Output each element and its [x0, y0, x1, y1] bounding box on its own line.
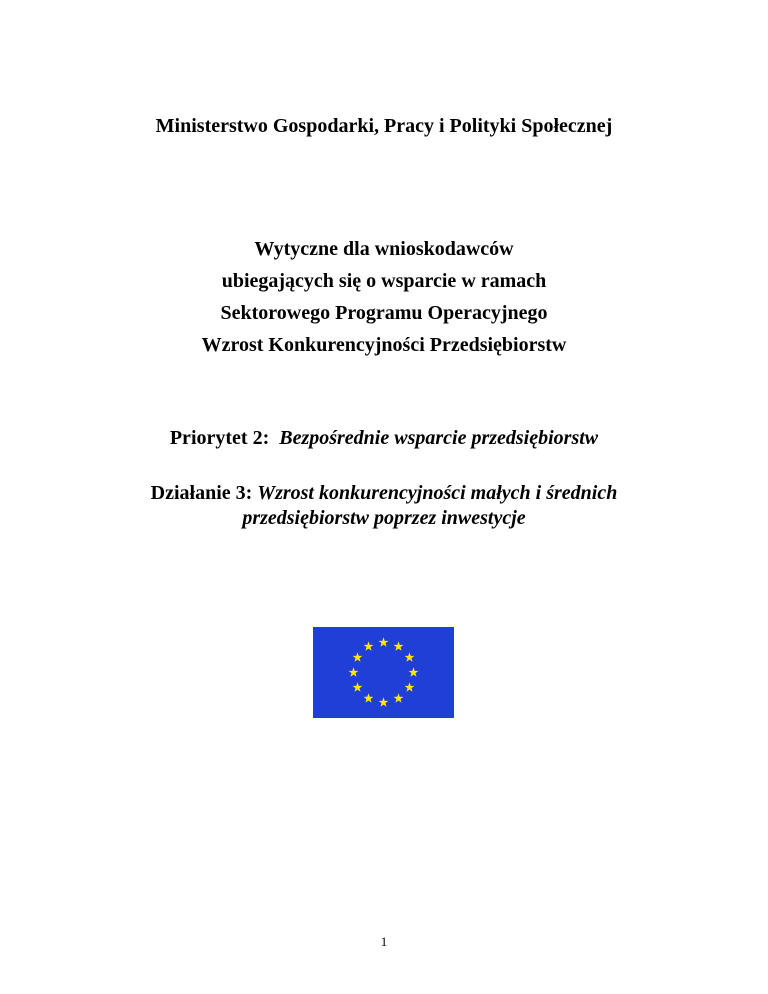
title-line-2: ubiegających się o wsparcie w ramach — [221, 270, 547, 292]
priority-text: Bezpośrednie wsparcie przedsiębiorstw — [279, 427, 599, 449]
action-label: Działanie 3: — [150, 482, 253, 504]
title-line-3: Sektorowego Programu Operacyjnego — [220, 302, 548, 324]
action-text-line-2: przedsiębiorstw poprzez inwestycje — [242, 507, 526, 529]
eu-flag-icon — [313, 627, 454, 718]
priority-label: Priorytet 2: — [169, 427, 270, 449]
page-number: 1 — [380, 934, 388, 949]
priority-line — [0, 424, 768, 452]
document-title — [0, 233, 768, 361]
action-line-1 — [0, 481, 768, 506]
title-line-1: Wytyczne dla wnioskodawców — [254, 238, 514, 260]
ministry-heading: Ministerstwo Gospodarki, Pracy i Polityki Społecznej — [155, 115, 613, 137]
action-text-line-1: Wzrost konkurencyjności małych i średnich — [257, 482, 618, 504]
action-block — [0, 481, 768, 531]
title-line-4: Wzrost Konkurencyjności Przedsiębiorstw — [201, 334, 567, 356]
